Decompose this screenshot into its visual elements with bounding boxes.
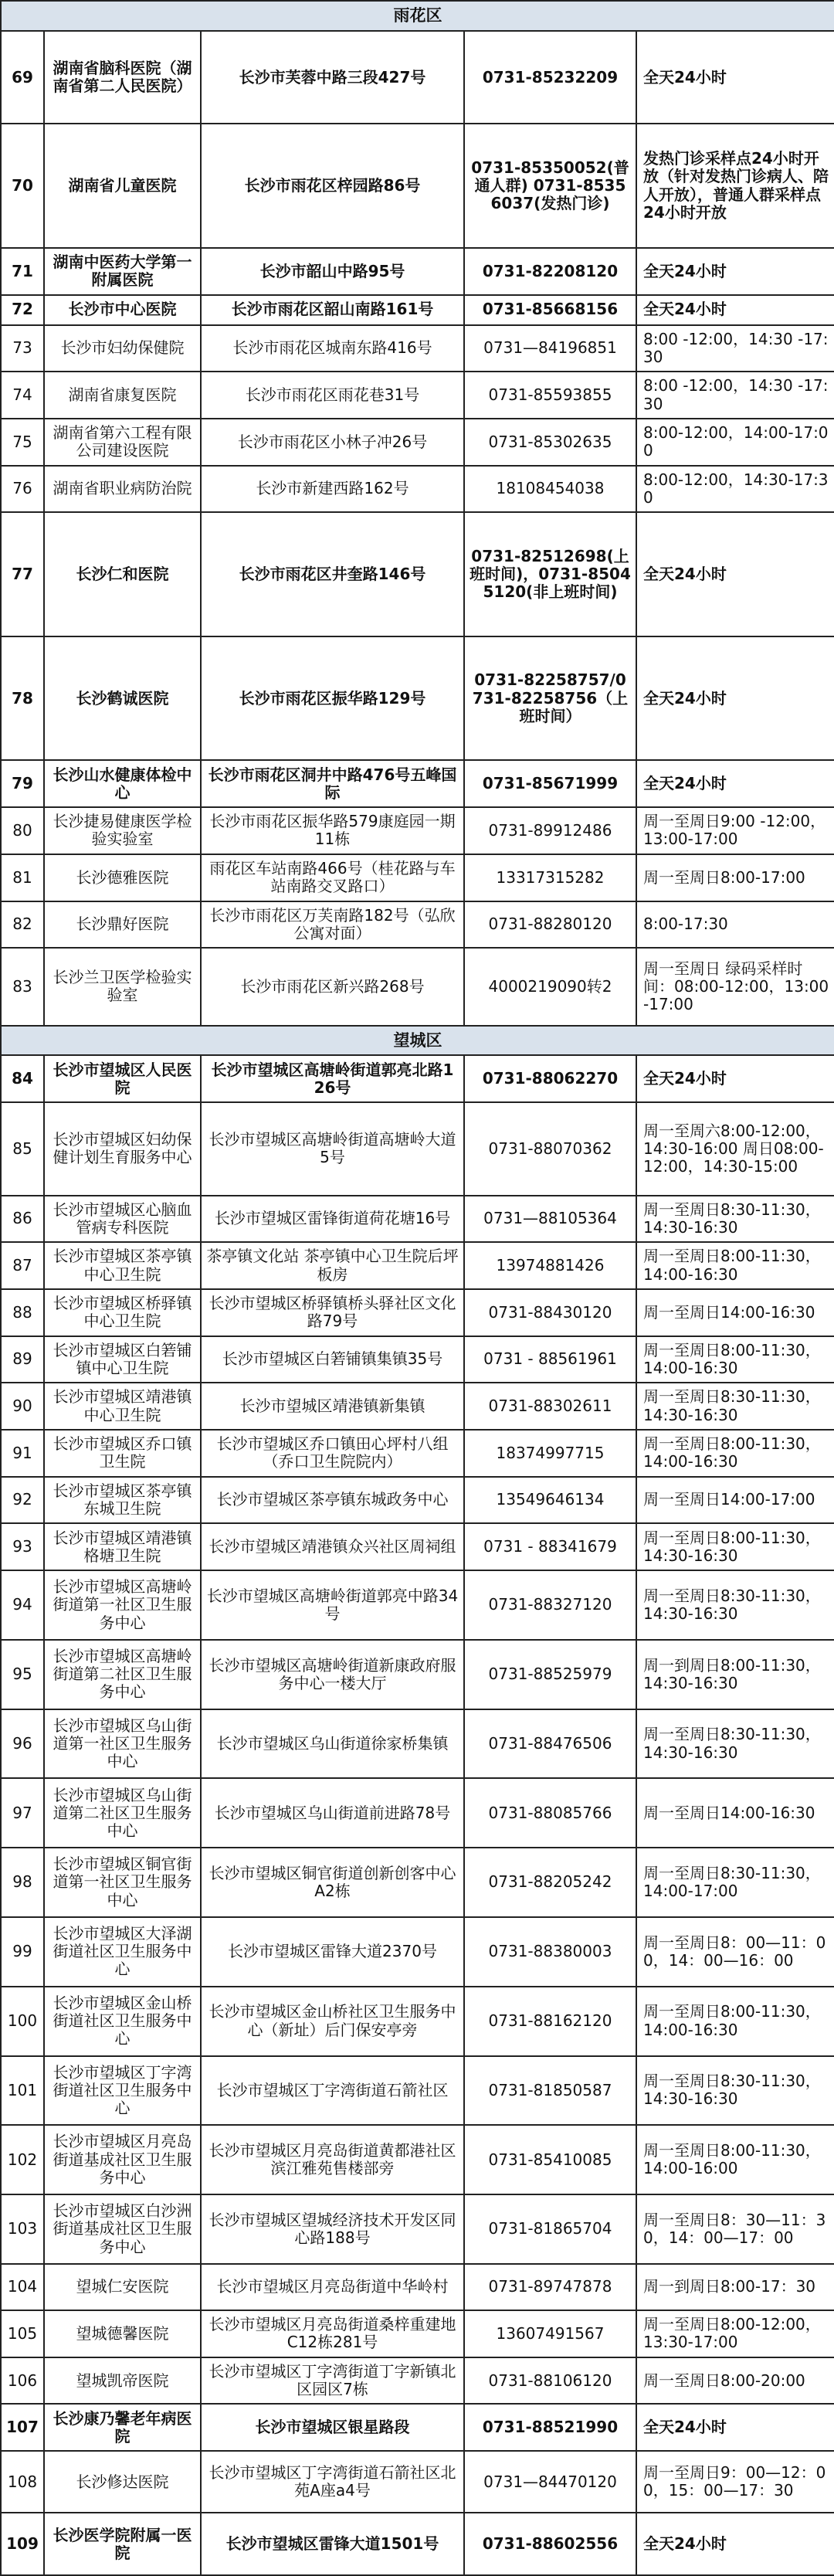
institution-address: 长沙市望城区雷锋街道荷花塘16号 (201, 1196, 464, 1243)
institution-address: 长沙市望城区靖港镇众兴社区周祠组 (201, 1523, 464, 1570)
table-row (1, 1778, 834, 1848)
row-number: 71 (1, 248, 44, 295)
institution-address: 长沙市雨花区洞井中路476号五峰国际 (201, 760, 464, 807)
table-row (1, 2404, 834, 2451)
table-row (1, 248, 834, 295)
row-number: 98 (1, 1848, 44, 1917)
institution-name: 长沙市中心医院 (44, 295, 201, 325)
table-row (1, 419, 834, 466)
institution-address: 长沙市雨花区振华路579康庭园一期11栋 (201, 807, 464, 854)
contact-phone: 13974881426 (464, 1242, 636, 1289)
institution-name: 长沙市望城区茶亭镇东城卫生院 (44, 1477, 201, 1524)
institution-name: 长沙市望城区妇幼保健计划生育服务中心 (44, 1102, 201, 1195)
contact-phone: 0731-85232209 (464, 31, 636, 124)
institution-name: 长沙市望城区金山桥街道社区卫生服务中心 (44, 1987, 201, 2056)
institution-name: 湖南省职业病防治院 (44, 466, 201, 513)
row-number: 73 (1, 325, 44, 372)
institution-address: 长沙市新建西路162号 (201, 466, 464, 513)
institution-name: 湖南省脑科医院（湖南省第二人民医院） (44, 31, 201, 124)
row-number: 99 (1, 1917, 44, 1987)
institution-name: 长沙兰卫医学检验实验室 (44, 948, 201, 1025)
service-hours: 周一至周日8:00-17:00 (636, 854, 834, 901)
contact-phone: 0731-89912486 (464, 807, 636, 854)
institution-address: 长沙市望城区丁字湾街道丁字新镇北区园区7栋 (201, 2357, 464, 2405)
institution-address: 长沙市雨花区城南东路416号 (201, 325, 464, 372)
table-row (1, 636, 834, 761)
service-hours: 周一至周日8:00-20:00 (636, 2357, 834, 2405)
service-hours: 周一至周日 绿码采样时间：08:00-12:00，13:00-17:00 (636, 948, 834, 1025)
institution-address: 长沙市望城区月亮岛街道黄都港社区滨江雅苑售楼部旁 (201, 2125, 464, 2194)
table-row (1, 1430, 834, 1477)
service-hours: 周一至周日8:30-11:30，14:00-17:00 (636, 1848, 834, 1917)
institution-name: 长沙市望城区白箬铺镇中心卫生院 (44, 1336, 201, 1383)
contact-phone: 4000219090转2 (464, 948, 636, 1025)
table-row (1, 1917, 834, 1987)
table-row (1, 807, 834, 854)
row-number: 94 (1, 1570, 44, 1640)
row-number: 70 (1, 124, 44, 248)
contact-phone: 0731—88105364 (464, 1196, 636, 1243)
table-row (1, 512, 834, 636)
contact-phone: 0731-85302635 (464, 419, 636, 466)
institution-address: 长沙市望城区高塘岭街道新康政府服务中心一楼大厅 (201, 1640, 464, 1709)
table-row (1, 1336, 834, 1383)
service-hours: 周一至周日8:00-11:30，14:00-16:30 (636, 1987, 834, 2056)
row-number: 80 (1, 807, 44, 854)
table-row (1, 2264, 834, 2310)
table-row (1, 1523, 834, 1570)
institution-address: 长沙市望城区高塘岭街道郭亮中路34号 (201, 1570, 464, 1640)
service-hours: 8:00 -12:00，14:30 -17:30 (636, 325, 834, 372)
contact-phone: 0731-88106120 (464, 2357, 636, 2405)
institution-name: 长沙修达医院 (44, 2451, 201, 2513)
service-hours: 周一至周日9：00—12：00，15：00—17：30 (636, 2451, 834, 2513)
institution-name: 长沙医学院附属一医院 (44, 2513, 201, 2575)
institution-address: 长沙市望城区白箬铺镇集镇35号 (201, 1336, 464, 1383)
institution-name: 长沙康乃馨老年病医院 (44, 2404, 201, 2451)
institution-address: 长沙市望城区雷锋大道1501号 (201, 2513, 464, 2575)
service-hours: 周一至周日8:00-11:30，14:30-16:30 (636, 1523, 834, 1570)
contact-phone: 0731-82258757/0731-82258756（上班时间） (464, 636, 636, 761)
institution-address: 长沙市望城区望城经济技术开发区同心路188号 (201, 2194, 464, 2264)
institution-address: 长沙市望城区乌山街道徐家桥集镇 (201, 1709, 464, 1779)
institution-address: 长沙市雨花区梓园路86号 (201, 124, 464, 248)
row-number: 103 (1, 2194, 44, 2264)
institution-name: 长沙市望城区铜官街道第一社区卫生服务中心 (44, 1848, 201, 1917)
row-number: 92 (1, 1477, 44, 1524)
table-row (1, 2513, 834, 2575)
service-hours: 周一到周日8:00-17：30 (636, 2264, 834, 2310)
institution-name: 长沙市望城区丁字湾街道社区卫生服务中心 (44, 2056, 201, 2126)
institution-address: 长沙市望城区银星路段 (201, 2404, 464, 2451)
table-row (1, 901, 834, 949)
table-row (1, 1570, 834, 1640)
row-number: 77 (1, 512, 44, 636)
institution-address: 长沙市芙蓉中路三段427号 (201, 31, 464, 124)
service-hours: 周一至周日8:30-11:30，14:30-16:30 (636, 1196, 834, 1243)
row-number: 108 (1, 2451, 44, 2513)
table-row (1, 325, 834, 372)
service-hours: 全天24小时 (636, 760, 834, 807)
contact-phone: 13549646134 (464, 1477, 636, 1524)
institution-address: 长沙市雨花区小林子冲26号 (201, 419, 464, 466)
contact-phone: 0731-88476506 (464, 1709, 636, 1779)
service-hours: 周一至周日14:00-17:00 (636, 1477, 834, 1524)
institution-name: 长沙市妇幼保健院 (44, 325, 201, 372)
table-row (1, 31, 834, 124)
institution-name: 长沙市望城区大泽湖街道社区卫生服务中心 (44, 1917, 201, 1987)
institution-name: 长沙市望城区人民医院 (44, 1055, 201, 1102)
row-number: 88 (1, 1289, 44, 1336)
table-row (1, 2125, 834, 2194)
service-hours: 8:00-12:00，14:00-17:00 (636, 419, 834, 466)
section-title: 望城区 (1, 1026, 834, 1056)
institution-name: 长沙市望城区茶亭镇中心卫生院 (44, 1242, 201, 1289)
institution-address: 长沙市雨花区韶山南路161号 (201, 295, 464, 325)
row-number: 95 (1, 1640, 44, 1709)
service-hours: 发热门诊采样点24小时开放（针对发热门诊病人、陪人开放），普通人群采样点24小时开放 (636, 124, 834, 248)
service-hours: 周一至周日8：30—11：30，14：00—17：00 (636, 2194, 834, 2264)
row-number: 101 (1, 2056, 44, 2126)
institution-address: 长沙市望城区月亮岛街道桑梓重建地C12栋281号 (201, 2310, 464, 2357)
table-row (1, 1987, 834, 2056)
service-hours: 周一至周日14:00-16:30 (636, 1289, 834, 1336)
service-hours: 周一至周日8:00-11:30，14:00-16:30 (636, 1242, 834, 1289)
contact-phone: 0731-85668156 (464, 295, 636, 325)
row-number: 75 (1, 419, 44, 466)
institution-name: 长沙市望城区乌山街道第二社区卫生服务中心 (44, 1778, 201, 1848)
institution-address: 长沙市望城区铜官街道创新创客中心A2栋 (201, 1848, 464, 1917)
table-row (1, 854, 834, 901)
table-row (1, 372, 834, 419)
institution-address: 长沙市望城区高塘岭街道郭亮北路126号 (201, 1055, 464, 1102)
institution-address: 长沙市望城区乔口镇田心坪村八组（乔口卫生院院内） (201, 1430, 464, 1477)
institution-name: 长沙鹤诚医院 (44, 636, 201, 761)
contact-phone: 0731-88205242 (464, 1848, 636, 1917)
service-hours: 周一至周六8:00-12:00，14:30-16:00 周日08:00-12:00，14:30-15:00 (636, 1102, 834, 1195)
row-number: 90 (1, 1383, 44, 1430)
institution-name: 望城德馨医院 (44, 2310, 201, 2357)
table-row (1, 1055, 834, 1102)
row-number: 100 (1, 1987, 44, 2056)
contact-phone: 0731-81850587 (464, 2056, 636, 2126)
institution-name: 长沙市望城区靖港镇中心卫生院 (44, 1383, 201, 1430)
service-hours: 全天24小时 (636, 248, 834, 295)
row-number: 82 (1, 901, 44, 949)
contact-phone: 0731-88302611 (464, 1383, 636, 1430)
row-number: 74 (1, 372, 44, 419)
row-number: 86 (1, 1196, 44, 1243)
table-row (1, 1848, 834, 1917)
contact-phone: 0731-88430120 (464, 1289, 636, 1336)
row-number: 78 (1, 636, 44, 761)
institution-address: 雨花区车站南路466号（桂花路与车站南路交叉路口） (201, 854, 464, 901)
table-row (1, 2194, 834, 2264)
row-number: 97 (1, 1778, 44, 1848)
institution-name: 长沙市望城区高塘岭街道第一社区卫生服务中心 (44, 1570, 201, 1640)
service-hours: 8:00-17:30 (636, 901, 834, 949)
contact-phone: 0731—84196851 (464, 325, 636, 372)
service-hours: 周一至周日8:30-11:30，14:30-16:30 (636, 1709, 834, 1779)
contact-phone: 0731 - 88341679 (464, 1523, 636, 1570)
institution-address: 长沙市望城区丁字湾街道石箭社区 (201, 2056, 464, 2126)
contact-phone: 0731-89747878 (464, 2264, 636, 2310)
service-hours: 全天24小时 (636, 2513, 834, 2575)
institution-name: 长沙市望城区乔口镇卫生院 (44, 1430, 201, 1477)
institution-name: 长沙仁和医院 (44, 512, 201, 636)
service-hours: 周一至周日8:00-11:30，14:00-16:00 (636, 2125, 834, 2194)
table-row (1, 760, 834, 807)
contact-phone: 0731-88521990 (464, 2404, 636, 2451)
institution-name: 望城仁安医院 (44, 2264, 201, 2310)
table-row (1, 1640, 834, 1709)
section-header (1, 1026, 834, 1056)
section-header (1, 1, 834, 31)
institution-address: 茶亭镇文化站 茶亭镇中心卫生院后坪板房 (201, 1242, 464, 1289)
contact-phone: 0731-85671999 (464, 760, 636, 807)
service-hours: 周一至周日8:30-11:30，14:30-16:30 (636, 2056, 834, 2126)
institution-address: 长沙市望城区月亮岛街道中华岭村 (201, 2264, 464, 2310)
institution-address: 长沙市望城区靖港镇新集镇 (201, 1383, 464, 1430)
row-number: 105 (1, 2310, 44, 2357)
institution-name: 长沙市望城区桥驿镇中心卫生院 (44, 1289, 201, 1336)
row-number: 85 (1, 1102, 44, 1195)
contact-phone: 0731-85410085 (464, 2125, 636, 2194)
institution-address: 长沙市雨花区井奎路146号 (201, 512, 464, 636)
institution-address: 长沙市望城区金山桥社区卫生服务中心（新址）后门保安亭旁 (201, 1987, 464, 2056)
institution-name: 长沙市望城区高塘岭街道第二社区卫生服务中心 (44, 1640, 201, 1709)
institution-name: 长沙市望城区乌山街道第一社区卫生服务中心 (44, 1709, 201, 1779)
row-number: 89 (1, 1336, 44, 1383)
table-row (1, 466, 834, 513)
service-hours: 周一至周日8:30-11:30，14:30-16:30 (636, 1383, 834, 1430)
contact-phone: 0731-82512698(上班时间)，0731-85045120(非上班时间) (464, 512, 636, 636)
contact-phone: 0731-81865704 (464, 2194, 636, 2264)
service-hours: 全天24小时 (636, 2404, 834, 2451)
service-hours: 周一至周日8:00-12:00，13:30-17:00 (636, 2310, 834, 2357)
service-hours: 全天24小时 (636, 31, 834, 124)
table-row (1, 1383, 834, 1430)
service-hours: 周一至周日8:00-11:30，14:00-16:30 (636, 1430, 834, 1477)
contact-phone: 0731-88085766 (464, 1778, 636, 1848)
service-hours: 周一至周日14:00-16:30 (636, 1778, 834, 1848)
institution-name: 望城凯帝医院 (44, 2357, 201, 2405)
row-number: 91 (1, 1430, 44, 1477)
service-hours: 周一至周日8:00-11:30，14:00-16:30 (636, 1336, 834, 1383)
institution-address: 长沙市望城区丁字湾街道石箭社区北苑A座a4号 (201, 2451, 464, 2513)
table-row (1, 1242, 834, 1289)
institution-name: 长沙市望城区白沙洲街道基成社区卫生服务中心 (44, 2194, 201, 2264)
row-number: 72 (1, 295, 44, 325)
row-number: 102 (1, 2125, 44, 2194)
table-row (1, 2357, 834, 2405)
row-number: 69 (1, 31, 44, 124)
table-row (1, 1709, 834, 1779)
table-row (1, 295, 834, 325)
table-row (1, 2056, 834, 2126)
institution-name: 湖南省第六工程有限公司建设医院 (44, 419, 201, 466)
section-title: 雨花区 (1, 1, 834, 31)
contact-phone: 18374997715 (464, 1430, 636, 1477)
institution-address: 长沙市韶山中路95号 (201, 248, 464, 295)
table-row (1, 1196, 834, 1243)
table-row (1, 1102, 834, 1195)
row-number: 107 (1, 2404, 44, 2451)
institution-address: 长沙市望城区雷锋大道2370号 (201, 1917, 464, 1987)
contact-phone: 18108454038 (464, 466, 636, 513)
institution-name: 长沙德雅医院 (44, 854, 201, 901)
row-number: 81 (1, 854, 44, 901)
row-number: 104 (1, 2264, 44, 2310)
contact-phone: 0731-88162120 (464, 1987, 636, 2056)
contact-phone: 13607491567 (464, 2310, 636, 2357)
table-row (1, 124, 834, 248)
institution-name: 长沙山水健康体检中心 (44, 760, 201, 807)
contact-phone: 0731—84470120 (464, 2451, 636, 2513)
service-hours: 全天24小时 (636, 295, 834, 325)
row-number: 83 (1, 948, 44, 1025)
institution-address: 长沙市望城区高塘岭街道高塘岭大道5号 (201, 1102, 464, 1195)
contact-phone: 0731-85593855 (464, 372, 636, 419)
service-hours: 全天24小时 (636, 1055, 834, 1102)
institution-name: 长沙市望城区心脑血管病专科医院 (44, 1196, 201, 1243)
row-number: 96 (1, 1709, 44, 1779)
service-hours: 周一至周日8：00—11：00，14：00—16：00 (636, 1917, 834, 1987)
table-row (1, 948, 834, 1025)
institution-address: 长沙市雨花区振华路129号 (201, 636, 464, 761)
table-row (1, 1289, 834, 1336)
institution-name: 长沙市望城区月亮岛街道基成社区卫生服务中心 (44, 2125, 201, 2194)
contact-phone: 0731-88062270 (464, 1055, 636, 1102)
row-number: 109 (1, 2513, 44, 2575)
service-hours: 周一至周日8:30-11:30，14:30-16:30 (636, 1570, 834, 1640)
institution-address: 长沙市望城区桥驿镇桥头驿社区文化路79号 (201, 1289, 464, 1336)
row-number: 106 (1, 2357, 44, 2405)
table-row (1, 1477, 834, 1524)
contact-phone: 13317315282 (464, 854, 636, 901)
row-number: 93 (1, 1523, 44, 1570)
contact-phone: 0731-88280120 (464, 901, 636, 949)
contact-phone: 0731-82208120 (464, 248, 636, 295)
service-hours: 8:00 -12:00，14:30 -17:30 (636, 372, 834, 419)
institution-name: 长沙市望城区靖港镇格塘卫生院 (44, 1523, 201, 1570)
row-number: 84 (1, 1055, 44, 1102)
service-hours: 8:00-12:00，14:30-17:30 (636, 466, 834, 513)
table-row (1, 2451, 834, 2513)
institution-name: 长沙捷易健康医学检验实验室 (44, 807, 201, 854)
institution-name: 湖南中医药大学第一附属医院 (44, 248, 201, 295)
contact-phone: 0731-88602556 (464, 2513, 636, 2575)
contact-phone: 0731-88327120 (464, 1570, 636, 1640)
institution-address: 长沙市雨花区雨花巷31号 (201, 372, 464, 419)
service-hours: 周一到周日8:00-11:30，14:30-16:30 (636, 1640, 834, 1709)
institution-address: 长沙市雨花区万芙南路182号（弘欣公寓对面） (201, 901, 464, 949)
contact-phone: 0731-88380003 (464, 1917, 636, 1987)
institution-address: 长沙市雨花区新兴路268号 (201, 948, 464, 1025)
institution-name: 湖南省康复医院 (44, 372, 201, 419)
institution-name: 长沙鼎好医院 (44, 901, 201, 949)
row-number: 76 (1, 466, 44, 513)
contact-phone: 0731-85350052(普通人群) 0731-85356037(发热门诊) (464, 124, 636, 248)
service-hours: 全天24小时 (636, 512, 834, 636)
table-row (1, 2310, 834, 2357)
institution-address: 长沙市望城区茶亭镇东城政务中心 (201, 1477, 464, 1524)
row-number: 87 (1, 1242, 44, 1289)
institution-name: 湖南省儿童医院 (44, 124, 201, 248)
service-hours: 周一至周日9:00 -12:00，13:00-17:00 (636, 807, 834, 854)
institution-address: 长沙市望城区乌山街道前进路78号 (201, 1778, 464, 1848)
contact-phone: 0731-88070362 (464, 1102, 636, 1195)
contact-phone: 0731-88525979 (464, 1640, 636, 1709)
row-number: 79 (1, 760, 44, 807)
service-hours: 全天24小时 (636, 636, 834, 761)
contact-phone: 0731 - 88561961 (464, 1336, 636, 1383)
